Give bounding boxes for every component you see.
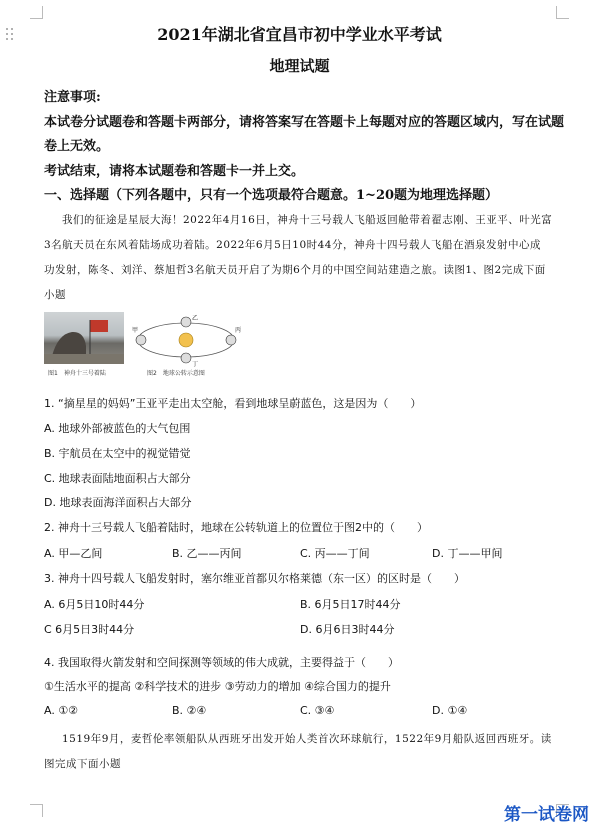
option-item[interactable]: A. 地球外部被蓝色的大气包围: [44, 422, 191, 435]
figures-row: [44, 312, 244, 380]
question-stem: 3. 神舟十四号载人飞船发射时，塞尔维亚首都贝尔格莱德（东一区）的区时是（ ）: [44, 572, 465, 585]
notice-line: 卷上无效。: [44, 139, 110, 154]
orbit-label: 乙: [192, 315, 199, 322]
option-item[interactable]: C. ③④: [300, 704, 335, 717]
option-item[interactable]: C. 地球表面陆地面积占大部分: [44, 472, 191, 485]
option-item[interactable]: B. 宇航员在太空中的视觉错觉: [44, 447, 191, 460]
watermark: 第一试卷网: [504, 805, 589, 825]
option-item[interactable]: A. 甲—乙间: [44, 547, 103, 560]
figure-1-caption: 图1 神舟十三号着陆: [48, 370, 106, 377]
option-item[interactable]: A. 6月5日10时44分: [44, 598, 145, 611]
section-heading: 一、选择题（下列各题中，只有一个选项最符合题意。1~20题为地理选择题）: [44, 188, 499, 203]
orbit-label: 丙: [235, 327, 242, 334]
corner-mark-top-right: [556, 6, 569, 19]
passage-line: 3名航天员在东风着陆场成功着陆。2022年6月5日10时44分，神舟十四号载人飞船在酒泉发射中心成: [44, 239, 541, 251]
option-item[interactable]: D. 丁——甲间: [432, 547, 503, 560]
corner-mark-top-left: [30, 6, 43, 19]
option-item[interactable]: C. 丙——丁间: [300, 547, 370, 560]
passage-line: 功发射，陈冬、刘洋、蔡旭哲3名航天员开启了为期6个月的中国空间站建造之旅。读图1、图2完成下面: [44, 264, 546, 276]
passage-line: 图完成下面小题: [44, 758, 121, 770]
earth-orbit-diagram: [129, 312, 244, 368]
option-item[interactable]: D. 地球表面海洋面积占大部分: [44, 496, 192, 509]
notice-line: 本试卷分试题卷和答题卡两部分，请将答案写在答题卡上每题对应的答题区域内，写在试题: [44, 115, 565, 130]
landing-photo: [44, 312, 124, 364]
question-substatements: ①生活水平的提高 ②科学技术的进步 ③劳动力的增加 ④综合国力的提升: [44, 680, 391, 693]
option-item[interactable]: C 6月5日3时44分: [44, 623, 135, 636]
option-item[interactable]: B. 6月5日17时44分: [300, 598, 401, 611]
option-item[interactable]: B. 乙——丙间: [172, 547, 242, 560]
orbit-label: 丁: [192, 361, 199, 368]
question-stem: 4. 我国取得火箭发射和空间探测等领域的伟大成就，主要得益于（ ）: [44, 656, 399, 669]
notice-line: 考试结束，请将本试题卷和答题卡一并上交。: [44, 164, 305, 179]
option-item[interactable]: D. 6月6日3时44分: [300, 623, 395, 636]
page-subtitle: 地理试题: [269, 57, 330, 75]
option-item[interactable]: A. ①②: [44, 704, 79, 717]
option-item[interactable]: B. ②④: [172, 704, 207, 717]
corner-mark-bottom-left: [30, 804, 43, 817]
passage-line: 小题: [44, 289, 66, 301]
option-item[interactable]: D. ①④: [432, 704, 468, 717]
question-stem: 2. 神舟十三号载人飞船着陆时，地球在公转轨道上的位置位于图2中的（ ）: [44, 521, 428, 534]
orbit-label: 甲: [132, 327, 139, 334]
page-title: 2021年湖北省宜昌市初中学业水平考试: [157, 25, 442, 44]
question-stem: 1. “摘星星的妈妈”王亚平走出太空舱，看到地球呈蔚蓝色，这是因为（ ）: [44, 397, 422, 410]
figure-2-caption: 图2 地球公转示意图: [147, 370, 205, 377]
passage-line: 1519年9月，麦哲伦率领船队从西班牙出发开始人类首次环球航行，1522年9月船队返回西班牙。读: [62, 733, 552, 745]
passage-line: 我们的征途是星辰大海！2022年4月16日，神舟十三号载人飞船返回舱带着翟志刚、王亚平、叶光富: [62, 214, 553, 226]
notice-heading: 注意事项:: [44, 90, 101, 105]
